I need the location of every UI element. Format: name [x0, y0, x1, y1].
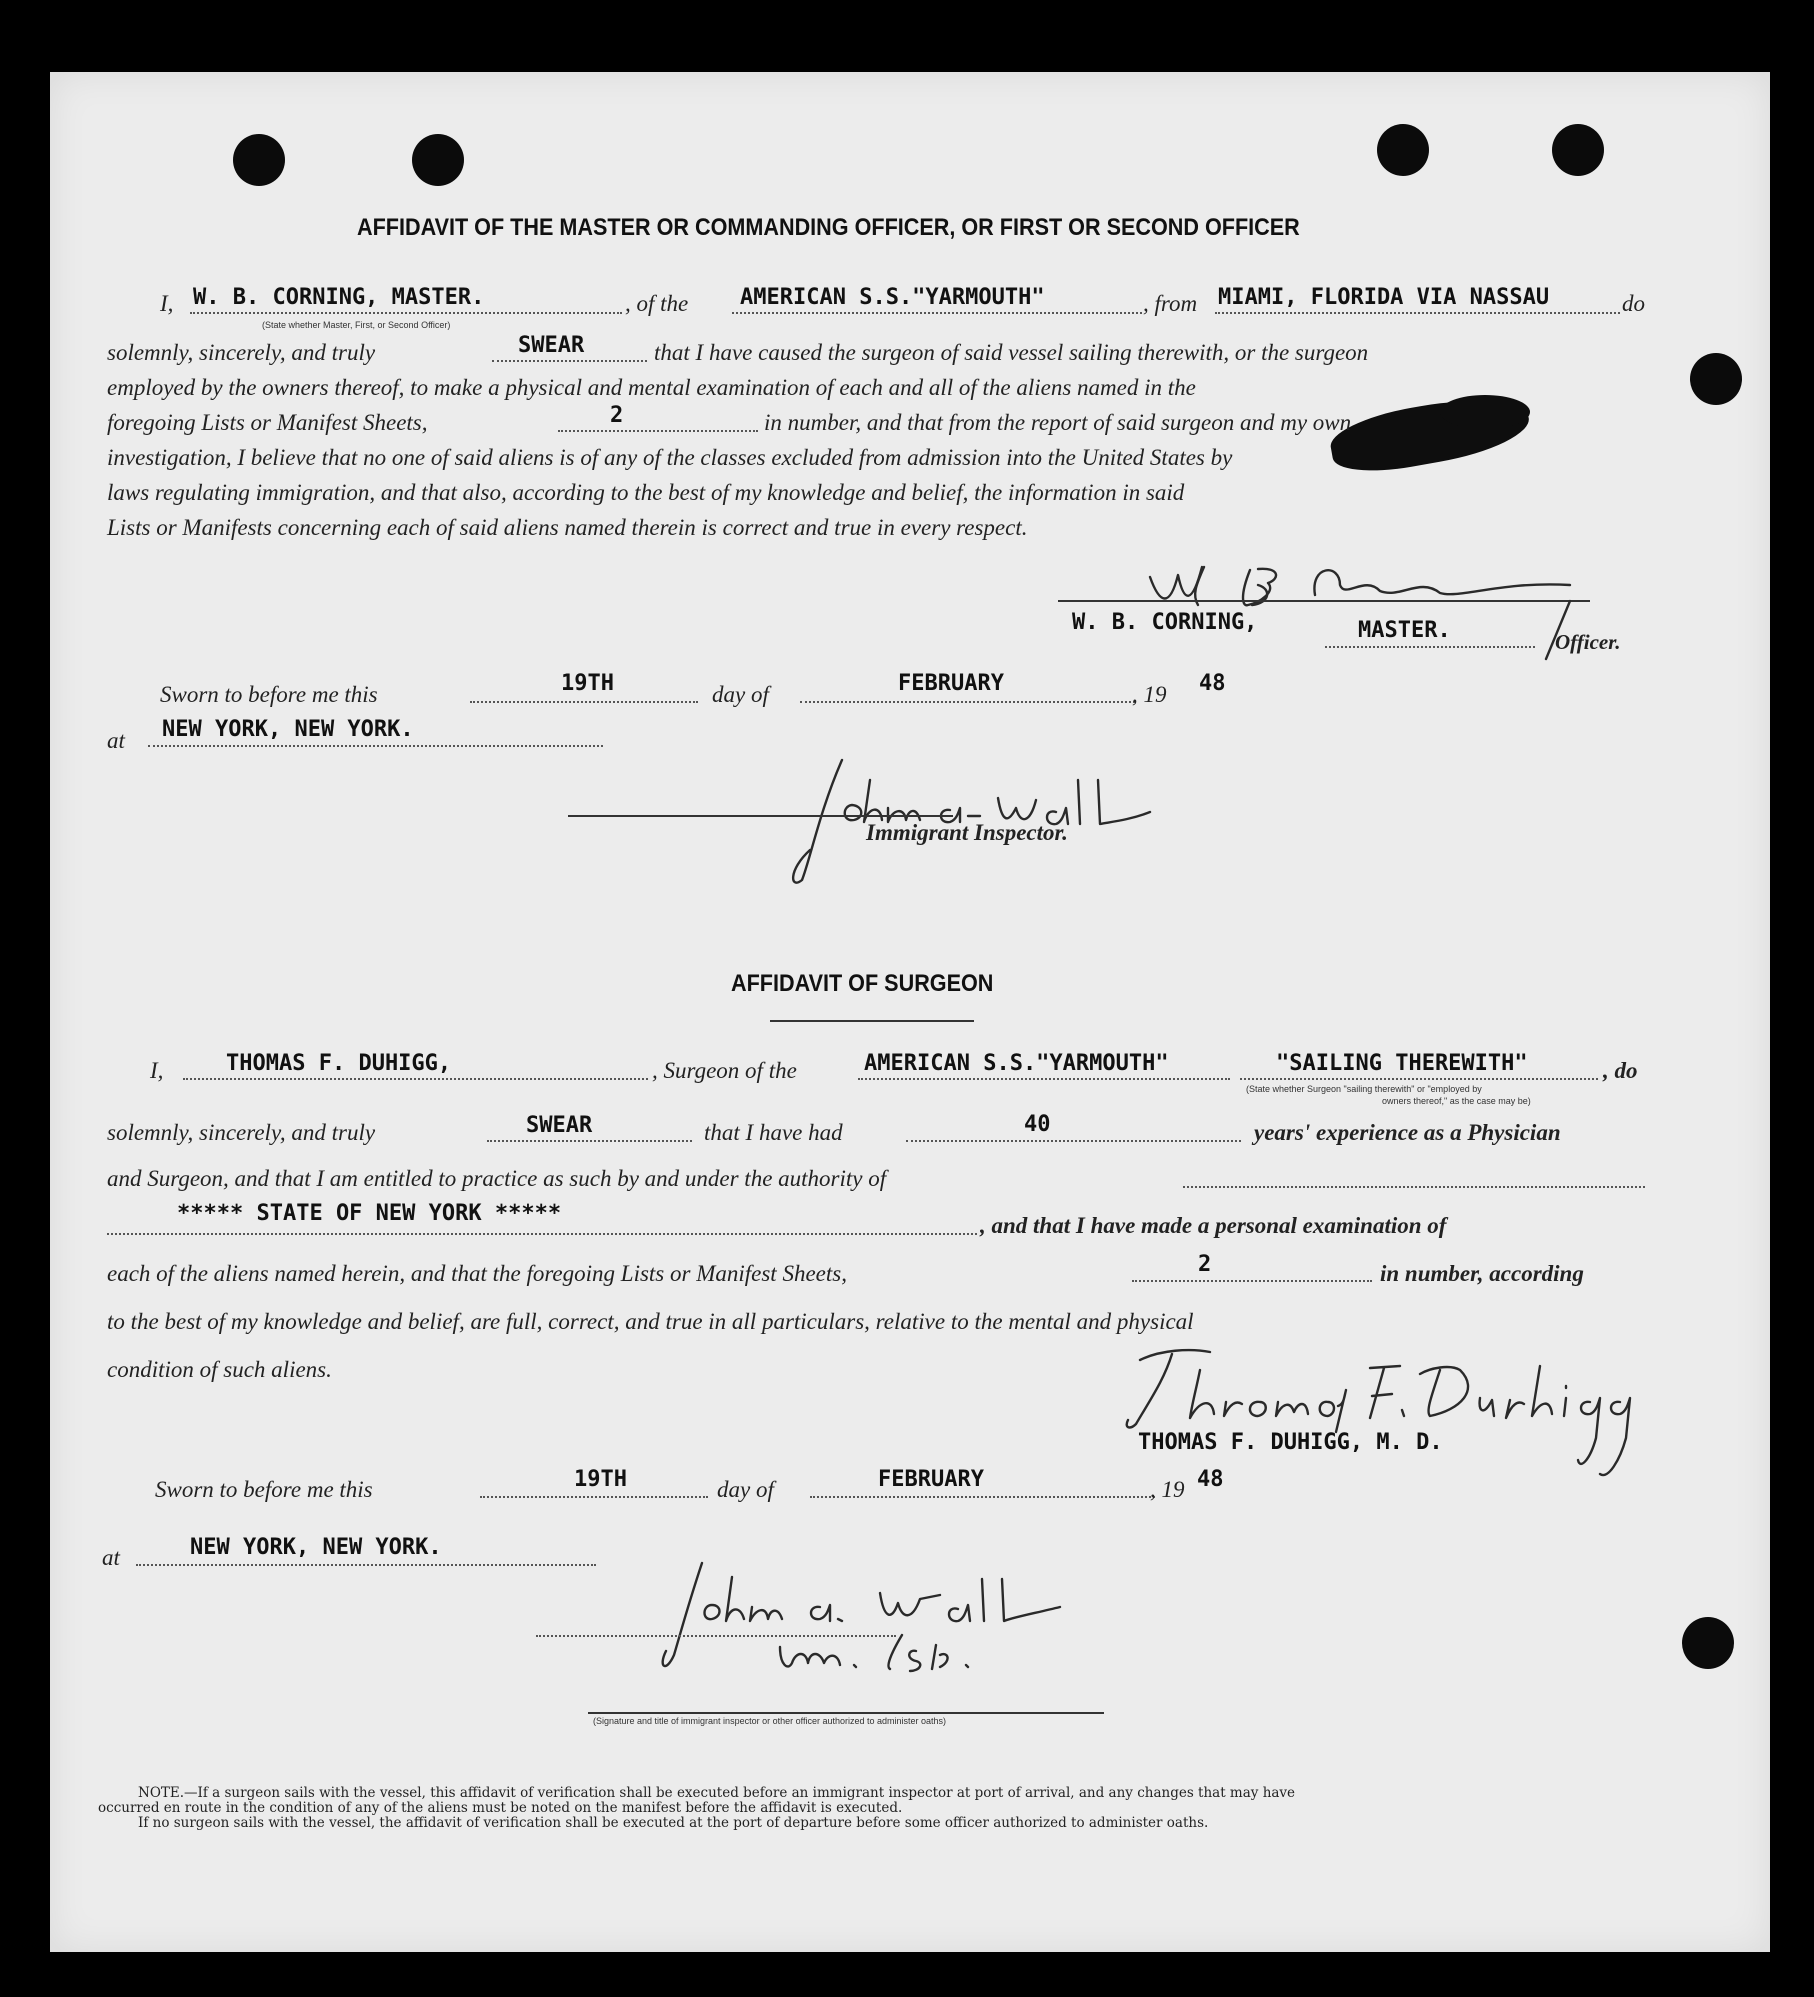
oath-text: solemnly, sincerely, and truly — [107, 340, 376, 365]
vessel-name: AMERICAN S.S."YARMOUTH" — [740, 285, 1045, 310]
label-from: , from — [1143, 291, 1198, 316]
at-label: at — [107, 728, 125, 753]
master-signer-title: MASTER. — [1358, 618, 1451, 643]
sworn-label: Sworn to before me this — [155, 1477, 373, 1502]
oath-text: that I have caused the surgeon of said vessel sailing therewith, or the surgeon — [654, 340, 1369, 365]
oath-text: each of the aliens named herein, and that the foregoing Lists or Manifest Sheets, — [107, 1261, 847, 1286]
label-do: , do — [1603, 1058, 1638, 1083]
officer-hint: (State whether Master, First, or Second Officer) — [262, 320, 451, 330]
note-line-1: NOTE.—If a surgeon sails with the vessel, this affidavit of verification shall be executed before an immigrant inspector at port of arrival, and any changes that may have — [138, 1785, 1296, 1801]
inspector-label: Immigrant Inspector. — [866, 820, 1068, 845]
label-of-the: , of the — [625, 291, 689, 316]
oath-text: years' experience as a Physician — [1254, 1120, 1561, 1145]
sworn-place: NEW YORK, NEW YORK. — [190, 1535, 442, 1560]
surgeon-sheet-count: 2 — [1198, 1252, 1212, 1277]
oath-text: Lists or Manifests concerning each of said aliens named therein is correct and true in every respect. — [107, 515, 1028, 540]
sailing-status: "SAILING THEREWITH" — [1276, 1051, 1528, 1076]
master-signature — [1140, 555, 1600, 615]
year-prefix: , 19 — [1150, 1477, 1185, 1502]
oath-word: SWEAR — [526, 1113, 593, 1138]
ink-blot — [1440, 395, 1530, 429]
oath-text: and Surgeon, and that I am entitled to practice as such by and under the authority of — [107, 1166, 887, 1191]
year-prefix: , 19 — [1132, 682, 1167, 707]
at-label: at — [102, 1545, 120, 1570]
label-i: I, — [150, 1058, 164, 1083]
oath-text: , and that I have made a personal examination of — [980, 1213, 1447, 1238]
surgeon-vessel: AMERICAN S.S."YARMOUTH" — [864, 1051, 1169, 1076]
sworn-month: FEBRUARY — [898, 671, 1004, 696]
punch-hole — [1552, 124, 1604, 176]
oath-word: SWEAR — [518, 333, 585, 358]
sailing-hint: owners thereof," as the case may be) — [1382, 1096, 1531, 1106]
surgeon-affidavit-title: AFFIDAVIT OF SURGEON — [731, 970, 994, 997]
label-i: I, — [160, 291, 174, 316]
sheet-count: 2 — [610, 403, 624, 428]
officer-word: Officer. — [1555, 630, 1621, 654]
signature-caption: (Signature and title of immigrant inspector or other officer authorized to administer oaths) — [593, 1716, 947, 1726]
label-do: do — [1622, 291, 1645, 316]
oath-text: employed by the owners thereof, to make a physical and mental examination of each and all of the aliens named in the — [107, 375, 1196, 400]
note-line-3: If no surgeon sails with the vessel, the affidavit of verification shall be executed at the port of departure before some officer authorized to administer oaths. — [138, 1815, 1209, 1831]
inspector-signature-2 — [640, 1555, 1120, 1705]
sworn-month: FEBRUARY — [878, 1467, 984, 1492]
sworn-day: 19TH — [561, 671, 614, 696]
surgeon-signer: THOMAS F. DUHIGG, M. D. — [1138, 1430, 1443, 1455]
label-surgeon-of: , Surgeon of the — [652, 1058, 797, 1083]
surgeon-name: THOMAS F. DUHIGG, — [226, 1051, 452, 1076]
punch-hole — [1377, 124, 1429, 176]
years-experience: 40 — [1024, 1112, 1051, 1137]
oath-text: foregoing Lists or Manifest Sheets, — [107, 410, 428, 435]
oath-text: in number, according — [1380, 1261, 1584, 1286]
sworn-place: NEW YORK, NEW YORK. — [162, 717, 414, 742]
oath-text: condition of such aliens. — [107, 1357, 332, 1382]
punch-hole — [1690, 353, 1742, 405]
master-affidavit-title: AFFIDAVIT OF THE MASTER OR COMMANDING OFFICER, OR FIRST OR SECOND OFFICER — [357, 214, 1300, 241]
day-of-label: day of — [712, 682, 769, 707]
oath-text: investigation, I believe that no one of said aliens is of any of the classes excluded from admission into the United States by — [107, 445, 1233, 470]
sailing-hint: (State whether Surgeon "sailing therewith" or "employed by — [1246, 1084, 1482, 1094]
surgeon-signature — [1100, 1340, 1660, 1490]
origin-port: MIAMI, FLORIDA VIA NASSAU — [1218, 285, 1550, 310]
officer-name: W. B. CORNING, MASTER. — [193, 285, 485, 310]
master-signer-name: W. B. CORNING, — [1072, 610, 1258, 635]
oath-text: solemnly, sincerely, and truly — [107, 1120, 376, 1145]
oath-text: laws regulating immigration, and that also, according to the best of my knowledge and belief, the information in said — [107, 480, 1185, 505]
punch-hole — [1682, 1617, 1734, 1669]
note-line-2: occurred en route in the condition of any of the aliens must be noted on the manifest before the affidavit is executed. — [98, 1800, 903, 1816]
punch-hole — [412, 134, 464, 186]
sworn-day: 19TH — [574, 1467, 627, 1492]
practice-authority: ***** STATE OF NEW YORK ***** — [177, 1201, 562, 1226]
sworn-label: Sworn to before me this — [160, 682, 378, 707]
punch-hole — [233, 134, 285, 186]
oath-text: that I have had — [704, 1120, 843, 1145]
day-of-label: day of — [717, 1477, 774, 1502]
oath-text: in number, and that from the report of said surgeon and my own — [764, 410, 1352, 435]
year-suffix: 48 — [1199, 671, 1226, 696]
oath-text: to the best of my knowledge and belief, are full, correct, and true in all particulars, relative to the mental and physical — [107, 1309, 1194, 1334]
year-suffix: 48 — [1197, 1467, 1224, 1492]
